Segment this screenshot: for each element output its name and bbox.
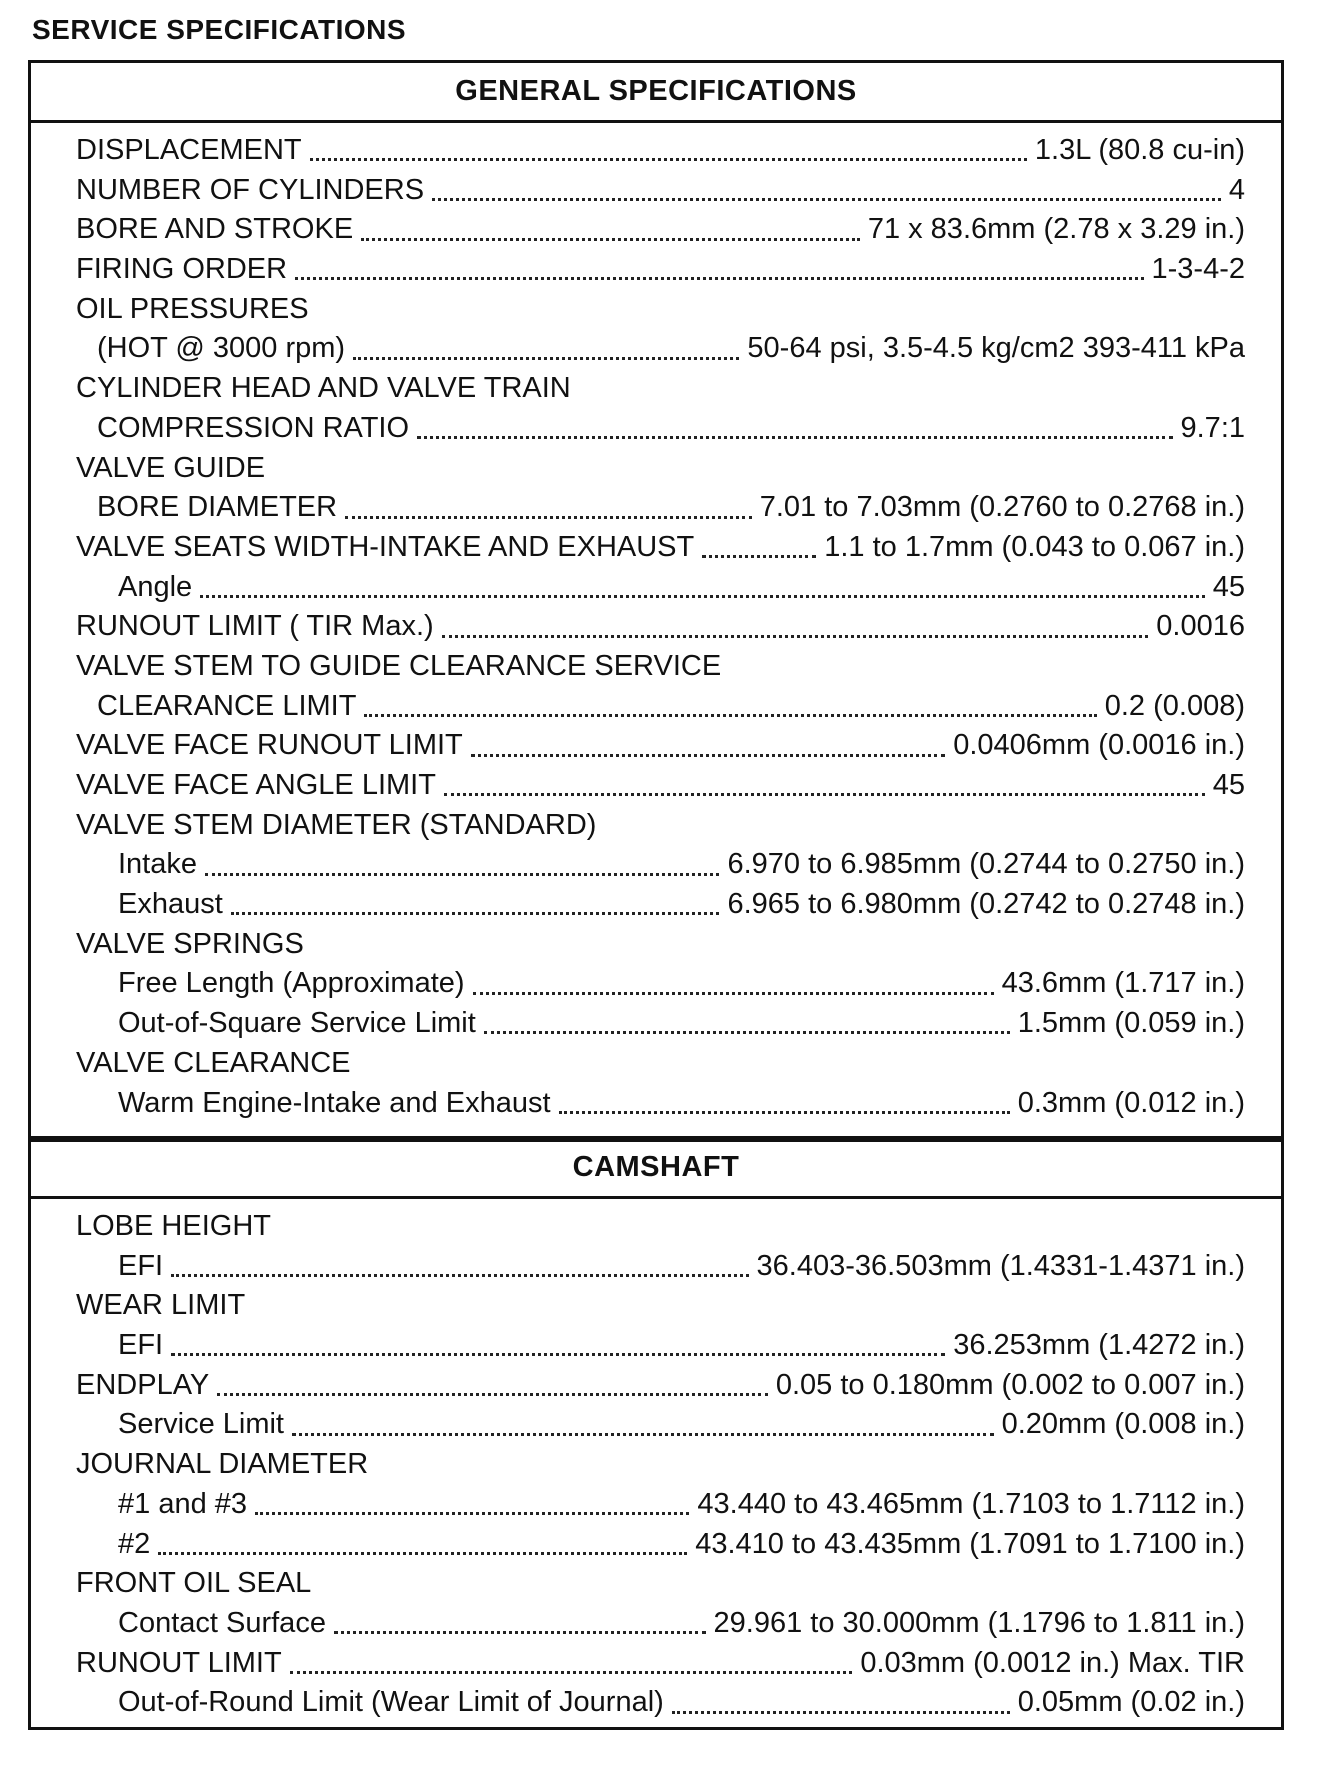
spec-value: 45 bbox=[1212, 769, 1245, 801]
spec-row bbox=[76, 1326, 1245, 1366]
spec-label: NUMBER OF CYLINDERS bbox=[76, 173, 425, 206]
spec-label: OIL PRESSURES bbox=[76, 292, 309, 325]
spec-row bbox=[76, 1366, 1245, 1406]
spec-list bbox=[31, 123, 1281, 1123]
spec-row bbox=[76, 726, 1245, 766]
dot-leader bbox=[353, 357, 739, 360]
spec-row bbox=[76, 568, 1245, 608]
spec-label: Angle bbox=[118, 570, 193, 603]
spec-label: VALVE SPRINGS bbox=[76, 927, 304, 960]
dot-leader bbox=[158, 1552, 687, 1555]
spec-row bbox=[76, 1247, 1245, 1287]
spec-label: #2 bbox=[118, 1527, 151, 1560]
dot-leader bbox=[432, 198, 1221, 201]
spec-label: VALVE FACE RUNOUT LIMIT bbox=[76, 729, 463, 762]
spec-label: VALVE SEATS WIDTH-INTAKE AND EXHAUST bbox=[76, 530, 695, 563]
spec-label: EFI bbox=[118, 1249, 164, 1282]
spec-label: DISPLACEMENT bbox=[76, 134, 302, 166]
spec-list bbox=[31, 1199, 1281, 1723]
spec-row bbox=[76, 845, 1245, 885]
spec-row bbox=[76, 1525, 1245, 1565]
spec-group-heading bbox=[76, 1445, 1245, 1485]
spec-value: 29.961 to 30.000mm (1.1796 to 1.811 in.) bbox=[713, 1606, 1245, 1639]
camshaft-section bbox=[28, 1136, 1284, 1730]
spec-group-heading bbox=[76, 1286, 1245, 1326]
dot-leader bbox=[217, 1393, 768, 1396]
spec-group-heading bbox=[76, 369, 1245, 409]
dot-leader bbox=[205, 873, 719, 876]
spec-value: 43.440 to 43.465mm (1.7103 to 1.7112 in.) bbox=[697, 1487, 1245, 1520]
spec-row bbox=[76, 210, 1245, 250]
dot-leader bbox=[361, 238, 860, 241]
spec-label: BORE AND STROKE bbox=[76, 213, 354, 246]
dot-leader bbox=[364, 714, 1096, 717]
spec-label: FIRING ORDER bbox=[76, 253, 288, 286]
spec-value: 36.253mm (1.4272 in.) bbox=[953, 1329, 1245, 1362]
spec-row bbox=[76, 607, 1245, 647]
spec-value: 0.3mm (0.012 in.) bbox=[1017, 1086, 1245, 1119]
dot-leader bbox=[345, 516, 752, 519]
spec-value: 4 bbox=[1228, 173, 1245, 206]
page-title: SERVICE SPECIFICATIONS bbox=[32, 14, 407, 45]
spec-row bbox=[76, 131, 1245, 171]
spec-label: Exhaust bbox=[118, 888, 223, 921]
spec-group-heading bbox=[76, 1207, 1245, 1247]
spec-row bbox=[76, 528, 1245, 568]
spec-row bbox=[76, 1084, 1245, 1124]
spec-group-heading bbox=[76, 647, 1245, 687]
spec-value: 6.970 to 6.985mm (0.2744 to 0.2750 in.) bbox=[727, 848, 1245, 881]
spec-value: 0.03mm (0.0012 in.) Max. TIR bbox=[860, 1646, 1245, 1679]
section-header: CAMSHAFT bbox=[31, 1139, 1281, 1199]
spec-value: 0.05mm (0.02 in.) bbox=[1017, 1686, 1245, 1719]
dot-leader bbox=[444, 793, 1205, 796]
spec-value: 1.1 to 1.7mm (0.043 to 0.067 in.) bbox=[824, 530, 1245, 563]
spec-value: 1.3L (80.8 cu-in) bbox=[1034, 134, 1245, 166]
spec-row bbox=[76, 409, 1245, 449]
spec-row bbox=[76, 1004, 1245, 1044]
spec-label: Contact Surface bbox=[118, 1606, 326, 1639]
spec-value: 0.2 (0.008) bbox=[1104, 689, 1245, 722]
spec-row bbox=[76, 1604, 1245, 1644]
spec-label: LOBE HEIGHT bbox=[76, 1210, 271, 1242]
spec-label: VALVE STEM TO GUIDE CLEARANCE SERVICE bbox=[76, 649, 722, 682]
spec-value: 45 bbox=[1212, 570, 1245, 603]
spec-value: 1.5mm (0.059 in.) bbox=[1017, 1007, 1245, 1040]
spec-row bbox=[76, 1644, 1245, 1684]
spec-group-heading bbox=[76, 1564, 1245, 1604]
spec-row bbox=[76, 1405, 1245, 1445]
spec-row bbox=[76, 329, 1245, 369]
spec-label: VALVE FACE ANGLE LIMIT bbox=[76, 769, 436, 801]
dot-leader bbox=[310, 158, 1027, 161]
spec-value: 43.410 to 43.435mm (1.7091 to 1.7100 in.) bbox=[695, 1527, 1245, 1560]
spec-value: 9.7:1 bbox=[1180, 411, 1245, 444]
spec-row bbox=[76, 885, 1245, 925]
spec-label: Service Limit bbox=[118, 1408, 284, 1441]
spec-row bbox=[76, 1683, 1245, 1723]
spec-value: 50-64 psi, 3.5-4.5 kg/cm2 393-411 kPa bbox=[747, 332, 1245, 365]
spec-value: 0.20mm (0.008 in.) bbox=[1001, 1408, 1245, 1441]
spec-row bbox=[76, 488, 1245, 528]
spec-value: 0.05 to 0.180mm (0.002 to 0.007 in.) bbox=[775, 1368, 1245, 1401]
spec-label: JOURNAL DIAMETER bbox=[76, 1448, 369, 1481]
dot-leader bbox=[334, 1631, 706, 1634]
dot-leader bbox=[255, 1512, 689, 1515]
dot-leader bbox=[171, 1274, 748, 1277]
spec-label: RUNOUT LIMIT ( TIR Max.) bbox=[76, 610, 434, 643]
dot-leader bbox=[442, 635, 1149, 638]
spec-row bbox=[76, 766, 1245, 806]
dot-leader bbox=[471, 754, 945, 757]
spec-group-heading bbox=[76, 925, 1245, 965]
spec-value: 7.01 to 7.03mm (0.2760 to 0.2768 in.) bbox=[759, 491, 1245, 524]
spec-label: FRONT OIL SEAL bbox=[76, 1567, 312, 1600]
spec-label: BORE DIAMETER bbox=[97, 491, 338, 524]
spec-value: 36.403-36.503mm (1.4331-1.4371 in.) bbox=[756, 1249, 1245, 1282]
spec-label: Intake bbox=[118, 848, 197, 881]
dot-leader bbox=[295, 277, 1143, 280]
spec-label: WEAR LIMIT bbox=[76, 1289, 246, 1322]
dot-leader bbox=[292, 1433, 994, 1436]
general-specifications-section bbox=[28, 60, 1284, 1142]
dot-leader bbox=[200, 595, 1205, 598]
spec-label: COMPRESSION RATIO bbox=[97, 411, 410, 444]
spec-label: RUNOUT LIMIT bbox=[76, 1646, 282, 1679]
spec-value: 6.965 to 6.980mm (0.2742 to 0.2748 in.) bbox=[727, 888, 1245, 921]
spec-label: CLEARANCE LIMIT bbox=[97, 689, 357, 722]
spec-label: Warm Engine-Intake and Exhaust bbox=[118, 1086, 551, 1119]
spec-group-heading bbox=[76, 449, 1245, 489]
spec-label: Out-of-Square Service Limit bbox=[118, 1007, 476, 1040]
dot-leader bbox=[290, 1671, 853, 1674]
dot-leader bbox=[231, 912, 720, 915]
spec-label: VALVE STEM DIAMETER (STANDARD) bbox=[76, 808, 597, 841]
spec-row bbox=[76, 171, 1245, 211]
dot-leader bbox=[171, 1353, 945, 1356]
spec-label: #1 and #3 bbox=[118, 1487, 248, 1520]
spec-value: 1-3-4-2 bbox=[1151, 253, 1245, 286]
spec-row bbox=[76, 250, 1245, 290]
spec-value: 43.6mm (1.717 in.) bbox=[1001, 967, 1245, 1000]
spec-label: VALVE GUIDE bbox=[76, 451, 266, 484]
spec-label: Free Length (Approximate) bbox=[118, 967, 465, 1000]
spec-row bbox=[76, 964, 1245, 1004]
spec-group-heading bbox=[76, 806, 1245, 846]
spec-value: 0.0406mm (0.0016 in.) bbox=[953, 729, 1245, 762]
spec-label: EFI bbox=[118, 1329, 164, 1362]
spec-label: ENDPLAY bbox=[76, 1368, 210, 1401]
dot-leader bbox=[559, 1111, 1010, 1114]
dot-leader bbox=[473, 992, 994, 995]
spec-label: (HOT @ 3000 rpm) bbox=[97, 332, 346, 365]
spec-group-heading bbox=[76, 1044, 1245, 1084]
spec-value: 71 x 83.6mm (2.78 x 3.29 in.) bbox=[867, 213, 1245, 246]
dot-leader bbox=[702, 555, 816, 558]
spec-label: Out-of-Round Limit (Wear Limit of Journal) bbox=[118, 1686, 664, 1719]
spec-group-heading bbox=[76, 290, 1245, 330]
section-header: GENERAL SPECIFICATIONS bbox=[31, 63, 1281, 123]
spec-label: VALVE CLEARANCE bbox=[76, 1046, 351, 1079]
spec-row bbox=[76, 1485, 1245, 1525]
spec-row bbox=[76, 687, 1245, 727]
dot-leader bbox=[672, 1711, 1010, 1714]
dot-leader bbox=[484, 1031, 1010, 1034]
dot-leader bbox=[417, 436, 1172, 439]
spec-value: 0.0016 bbox=[1156, 610, 1245, 643]
spec-label: CYLINDER HEAD AND VALVE TRAIN bbox=[76, 372, 571, 405]
